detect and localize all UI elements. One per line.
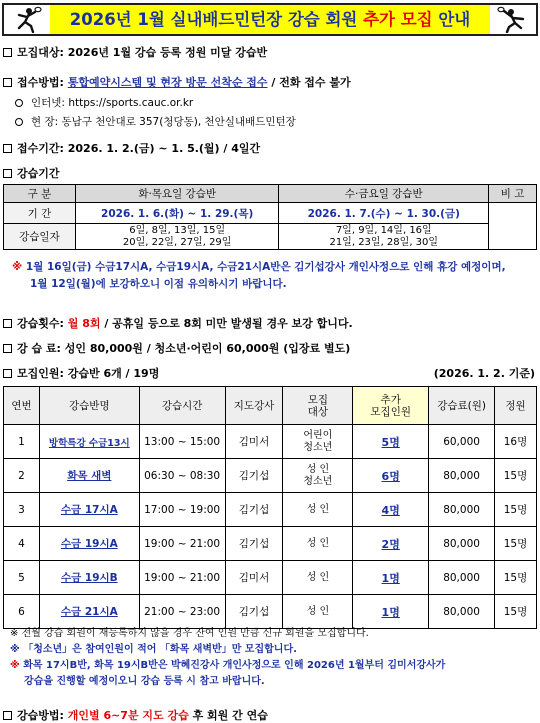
header-cell: 정원 <box>495 387 537 425</box>
class-name[interactable]: 수금 19시B <box>39 561 139 595</box>
table-row <box>4 425 537 459</box>
recruitment-table <box>3 386 537 629</box>
recruit-target: 성 인 <box>283 527 353 561</box>
apply-onsite: 현 장: 동남구 천안대로 357(청당동), 천안실내배드민턴장 <box>15 114 296 129</box>
header-cell: 연번 <box>4 387 40 425</box>
square-bullet-icon <box>3 711 12 720</box>
table-row <box>4 459 537 493</box>
coach-name: 김기섭 <box>225 459 283 493</box>
additional-count: 6명 <box>353 459 429 493</box>
lesson-time: 19:00 ~ 21:00 <box>139 561 225 595</box>
lesson-time: 13:00 ~ 15:00 <box>139 425 225 459</box>
lesson-fee: 80,000 <box>429 459 495 493</box>
class-name[interactable]: 방학특강 수금13시 <box>39 425 139 459</box>
period-wf: 2026. 1. 7.(수) ~ 1. 30.(금) <box>279 203 489 224</box>
capacity: 15명 <box>495 493 537 527</box>
capacity: 16명 <box>495 425 537 459</box>
table-row <box>4 203 537 224</box>
recruit-target: 성 인 <box>283 561 353 595</box>
capacity: 15명 <box>495 595 537 629</box>
coach-name: 김미서 <box>225 561 283 595</box>
additional-count: 2명 <box>353 527 429 561</box>
section-fee: 강 습 료: 성인 80,000원 / 청소년·어린이 60,000원 (입장료 별도) <box>3 340 350 356</box>
section-recruit-count: 모집인원: 강습반 6개 / 19명 (2026. 1. 2. 기준) <box>3 365 537 381</box>
table-header-row <box>4 387 537 425</box>
row-number: 1 <box>4 425 40 459</box>
lesson-period-table <box>3 184 537 250</box>
note-re-registration: ※ 전월 강습 회원이 재등록하지 않을 경우 잔여 인원 만큼 신규 회원을 모집합니다. <box>10 628 369 639</box>
circle-bullet-icon <box>15 118 23 126</box>
badminton-player-icon <box>493 6 533 33</box>
lesson-fee: 80,000 <box>429 493 495 527</box>
row-number: 5 <box>4 561 40 595</box>
cancellation-notice: ※ 1월 16일(금) 수금17시A, 수금19시A, 수금21시A반은 김기섭강사 개인사정으로 인해 휴강 예정이며, 1월 12일(월)에 보강하오니 이점 유의하시기 바랍니다. <box>12 261 506 290</box>
title-banner <box>2 3 538 36</box>
header-cell: 비 고 <box>489 185 537 203</box>
reference-date: (2026. 1. 2. 기준) <box>433 367 535 380</box>
class-name[interactable]: 화목 새벽 <box>39 459 139 493</box>
row-label: 기 간 <box>4 203 76 224</box>
table-row <box>4 561 537 595</box>
lesson-time: 17:00 ~ 19:00 <box>139 493 225 527</box>
dates-tt: 6일, 8일, 13일, 15일 20일, 22일, 27일, 29일 <box>75 224 279 250</box>
square-bullet-icon <box>3 78 12 87</box>
additional-count: 4명 <box>353 493 429 527</box>
recruit-target: 어린이 청소년 <box>283 425 353 459</box>
badminton-player-icon <box>7 6 47 33</box>
square-bullet-icon <box>3 48 12 57</box>
square-bullet-icon <box>3 319 12 328</box>
lesson-fee: 80,000 <box>429 561 495 595</box>
section-recruit-target: 모집대상: 2026년 1월 강습 등록 정원 미달 강습반 <box>3 44 267 60</box>
row-number: 2 <box>4 459 40 493</box>
header-cell: 강습료(원) <box>429 387 495 425</box>
recruit-target: 성 인 청소년 <box>283 459 353 493</box>
apply-internet: 인터넷: https://sports.cauc.or.kr <box>15 95 193 110</box>
lesson-time: 06:30 ~ 08:30 <box>139 459 225 493</box>
capacity: 15명 <box>495 459 537 493</box>
class-name[interactable]: 수금 21시A <box>39 595 139 629</box>
coach-name: 김기섭 <box>225 493 283 527</box>
header-cell: 모집 대상 <box>283 387 353 425</box>
header-cell: 수·금요일 강습반 <box>279 185 489 203</box>
remarks-cell <box>489 203 537 250</box>
lesson-fee: 80,000 <box>429 527 495 561</box>
coach-name: 김미서 <box>225 425 283 459</box>
additional-count: 1명 <box>353 561 429 595</box>
period-tt: 2026. 1. 6.(화) ~ 1. 29.(목) <box>75 203 279 224</box>
square-bullet-icon <box>3 169 12 178</box>
header-cell: 지도강사 <box>225 387 283 425</box>
header-cell: 화·목요일 강습반 <box>75 185 279 203</box>
row-number: 3 <box>4 493 40 527</box>
square-bullet-icon <box>3 344 12 353</box>
section-lesson-method: 강습방법: 개인별 6~7분 지도 강습 후 회원 간 연습 <box>3 707 268 723</box>
table-row <box>4 493 537 527</box>
square-bullet-icon <box>3 369 12 378</box>
class-name[interactable]: 수금 17시A <box>39 493 139 527</box>
section-lesson-count: 강습횟수: 월 8회 / 공휴일 등으로 8회 미만 발생될 경우 보강 합니다. <box>3 315 353 331</box>
additional-count: 5명 <box>353 425 429 459</box>
internet-link[interactable]: https://sports.cauc.or.kr <box>68 97 194 109</box>
dates-wf: 7일, 9일, 14일, 16일 21일, 23일, 28일, 30일 <box>279 224 489 250</box>
circle-bullet-icon <box>15 99 23 107</box>
header-cell: 강습시간 <box>139 387 225 425</box>
class-name[interactable]: 수금 19시A <box>39 527 139 561</box>
square-bullet-icon <box>3 144 12 153</box>
row-label: 강습일자 <box>4 224 76 250</box>
row-number: 4 <box>4 527 40 561</box>
page-title: 2026년 1월 실내배드민턴장 강습 회원 추가 모집 안내 <box>50 5 490 34</box>
header-cell: 추가 모집인원 <box>353 387 429 425</box>
lesson-time: 21:00 ~ 23:00 <box>139 595 225 629</box>
note-youth: ※ 「청소년」은 참여인원이 적어 「화목 새벽반」만 모집합니다. <box>10 644 297 655</box>
lesson-fee: 60,000 <box>429 425 495 459</box>
coach-name: 김기섭 <box>225 527 283 561</box>
table-header-row <box>4 185 537 203</box>
recruit-target: 성 인 <box>283 595 353 629</box>
row-number: 6 <box>4 595 40 629</box>
header-cell: 강습반명 <box>39 387 139 425</box>
recruit-target: 성 인 <box>283 493 353 527</box>
note-coach-change: ※ 화목 17시B반, 화목 19시B반은 박혜진강사 개인사정으로 인해 2026년 1월부터 김미서강사가 강습을 진행할 예정이오니 강습 등록 시 참고 바랍니다. <box>10 660 446 687</box>
section-apply-method: 접수방법: 통합예약시스템 및 현장 방문 선착순 접수 / 전화 접수 불가 <box>3 74 351 90</box>
header-cell: 구 분 <box>4 185 76 203</box>
table-row <box>4 224 537 250</box>
lesson-time: 19:00 ~ 21:00 <box>139 527 225 561</box>
capacity: 15명 <box>495 561 537 595</box>
table-row <box>4 527 537 561</box>
additional-count: 1명 <box>353 595 429 629</box>
coach-name: 김기섭 <box>225 595 283 629</box>
section-lesson-period: 강습기간 <box>3 165 60 181</box>
section-apply-period: 접수기간: 2026. 1. 2.(금) ~ 1. 5.(월) / 4일간 <box>3 140 260 156</box>
table-row <box>4 595 537 629</box>
capacity: 15명 <box>495 527 537 561</box>
lesson-fee: 80,000 <box>429 595 495 629</box>
